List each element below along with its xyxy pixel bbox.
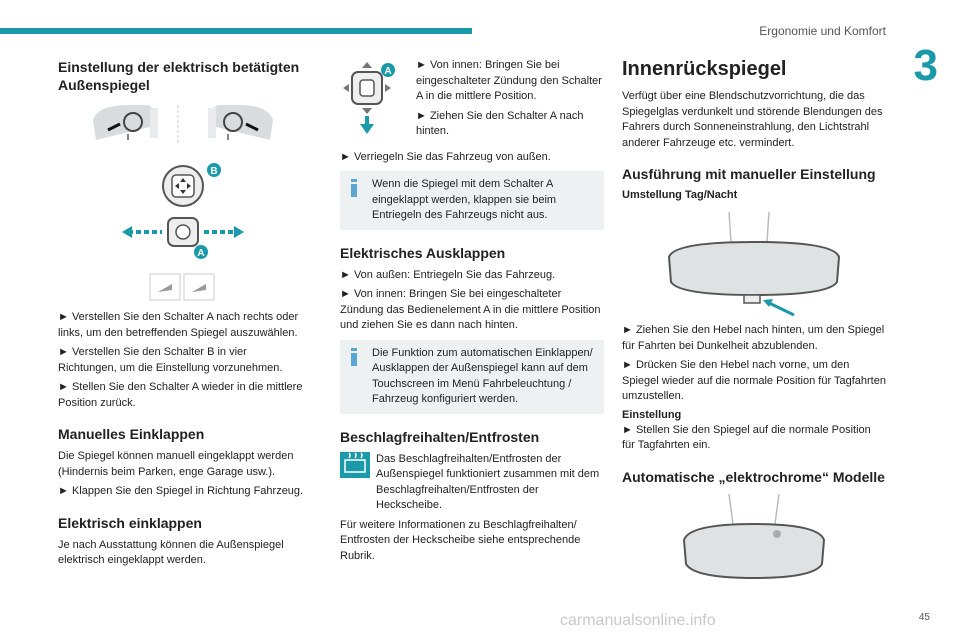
subheading-day-night: Umstellung Tag/Nacht <box>622 189 738 201</box>
heading-mirror-adjust: Einstellung der elektrisch betätigten Außenspiegel <box>58 59 300 93</box>
text-electric-fold: Je nach Ausstattung können die Außenspiegel elektrisch eingeklappt werden. <box>58 538 284 566</box>
mirror-switch-diagram <box>118 156 248 266</box>
label-a: A <box>197 248 205 259</box>
info-text-auto-fold: Die Funktion zum automatischen Einklappen/ Ausklappen der Außenspiegel kann auf dem Touchscreen im Menü Fahrbeleuchtung / Fahrzeug konfiguriert werden. <box>372 346 593 405</box>
defrost-icon <box>340 452 370 478</box>
instruction-select-mirror: ► Verstellen Sie den Schalter A nach rechts oder links, um den betreffenden Spiegel auszuwählen. <box>58 311 299 339</box>
subheading-setting: Einstellung <box>622 408 682 421</box>
text-manual-fold: Die Spiegel können manuell eingeklappt werden (Hindernis beim Parken, enge Garage usw.). <box>58 450 294 478</box>
page-number: 45 <box>918 612 930 623</box>
heading-defrost: Beschlagfreihalten/Entfrosten <box>340 428 540 445</box>
info-icon <box>348 179 360 197</box>
manual-rearview-mirror-illustration <box>659 207 849 317</box>
fold-buttons-icon <box>148 272 218 302</box>
top-accent-bar <box>0 28 472 34</box>
heading-electric-fold: Elektrisch einklappen <box>58 514 202 531</box>
instruction-set-day: ► Stellen Sie den Spiegel auf die normale Position für Tagfahrten ein. <box>622 423 871 451</box>
text-defrost: Das Beschlagfreihalten/Entfrosten der Außenspiegel funktioniert zusammen mit dem Beschlagfreihalten/Entfrosten der Heckscheibe. <box>376 452 600 511</box>
instruction-pull-switch: ► Ziehen Sie den Schalter A nach hinten. <box>416 109 584 137</box>
label-b: B <box>210 166 218 177</box>
heading-inner-mirror: Innenrückspiegel <box>622 58 787 80</box>
text-inner-mirror: Verfügt über eine Blendschutzvorrichtung, die das Spiegelglas verdunkelt und störende Blendungen des Fahrers durch Sonneneinstrahlung, den Lichtstrahl anderer Fahrzeuge etc. vermindert. <box>622 90 883 149</box>
watermark: carmanualsonline.info <box>560 612 716 629</box>
instruction-unlock-outside: ► Von außen: Entriegeln Sie das Fahrzeug. <box>340 268 556 281</box>
instruction-lock-vehicle: ► Verriegeln Sie das Fahrzeug von außen. <box>340 150 551 163</box>
info-box-fold <box>340 171 604 230</box>
instruction-push-lever: ► Drücken Sie den Hebel nach vorne, um den Spiegel wieder auf die normale Position für Tagfahrten umzustellen. <box>622 359 886 402</box>
instruction-inside-unfold: ► Von innen: Bringen Sie bei eingeschalteter Zündung das Bedienelement A in die mittlere Position und ziehen Sie es dann nach hinten. <box>340 288 601 331</box>
column-1 <box>58 58 308 573</box>
heading-manual-fold: Manuelles Einklappen <box>58 426 205 442</box>
column-3 <box>622 58 886 588</box>
info-text-fold: Wenn die Spiegel mit dem Schalter A eingeklappt werden, klappen sie beim Entriegeln des Fahrzeugs nicht aus. <box>372 178 557 221</box>
instruction-pull-lever: ► Ziehen Sie den Hebel nach hinten, um den Spiegel für Fahrten bei Dunkelheit abzublenden. <box>622 324 885 352</box>
heading-manual-version: Ausführung mit manueller Einstellung <box>622 166 876 182</box>
text-defrost-reference: Für weitere Informationen zu Beschlagfreihalten/ Entfrosten der Heckscheibe siehe entsprechende Rubrik. <box>340 518 581 562</box>
heading-electric-unfold: Elektrisches Ausklappen <box>340 244 506 261</box>
chapter-number: 3 <box>913 41 938 90</box>
side-mirrors-illustration <box>88 100 278 150</box>
instruction-adjust-mirror: ► Verstellen Sie den Schalter B in vier Richtungen, um die Einstellung vorzunehmen. <box>58 346 283 374</box>
section-header: Ergonomie und Komfort <box>759 24 886 38</box>
fold-switch-diagram <box>340 58 402 136</box>
info-box-auto-fold <box>340 340 604 414</box>
instruction-fold-mirror: ► Klappen Sie den Spiegel in Richtung Fahrzeug. <box>58 485 304 497</box>
label-a: A <box>384 66 392 77</box>
info-icon <box>348 348 360 366</box>
electrochrome-mirror-illustration <box>659 492 849 582</box>
column-2 <box>340 58 604 568</box>
instruction-inside-center: ► Von innen: Bringen Sie bei eingeschalteter Zündung den Schalter A in die mittlere Position. <box>416 59 602 102</box>
instruction-reset-switch: ► Stellen Sie den Schalter A wieder in die mittlere Position zurück. <box>58 381 303 409</box>
heading-electrochrome: Automatische „elektrochrome“ Modelle <box>622 468 885 485</box>
